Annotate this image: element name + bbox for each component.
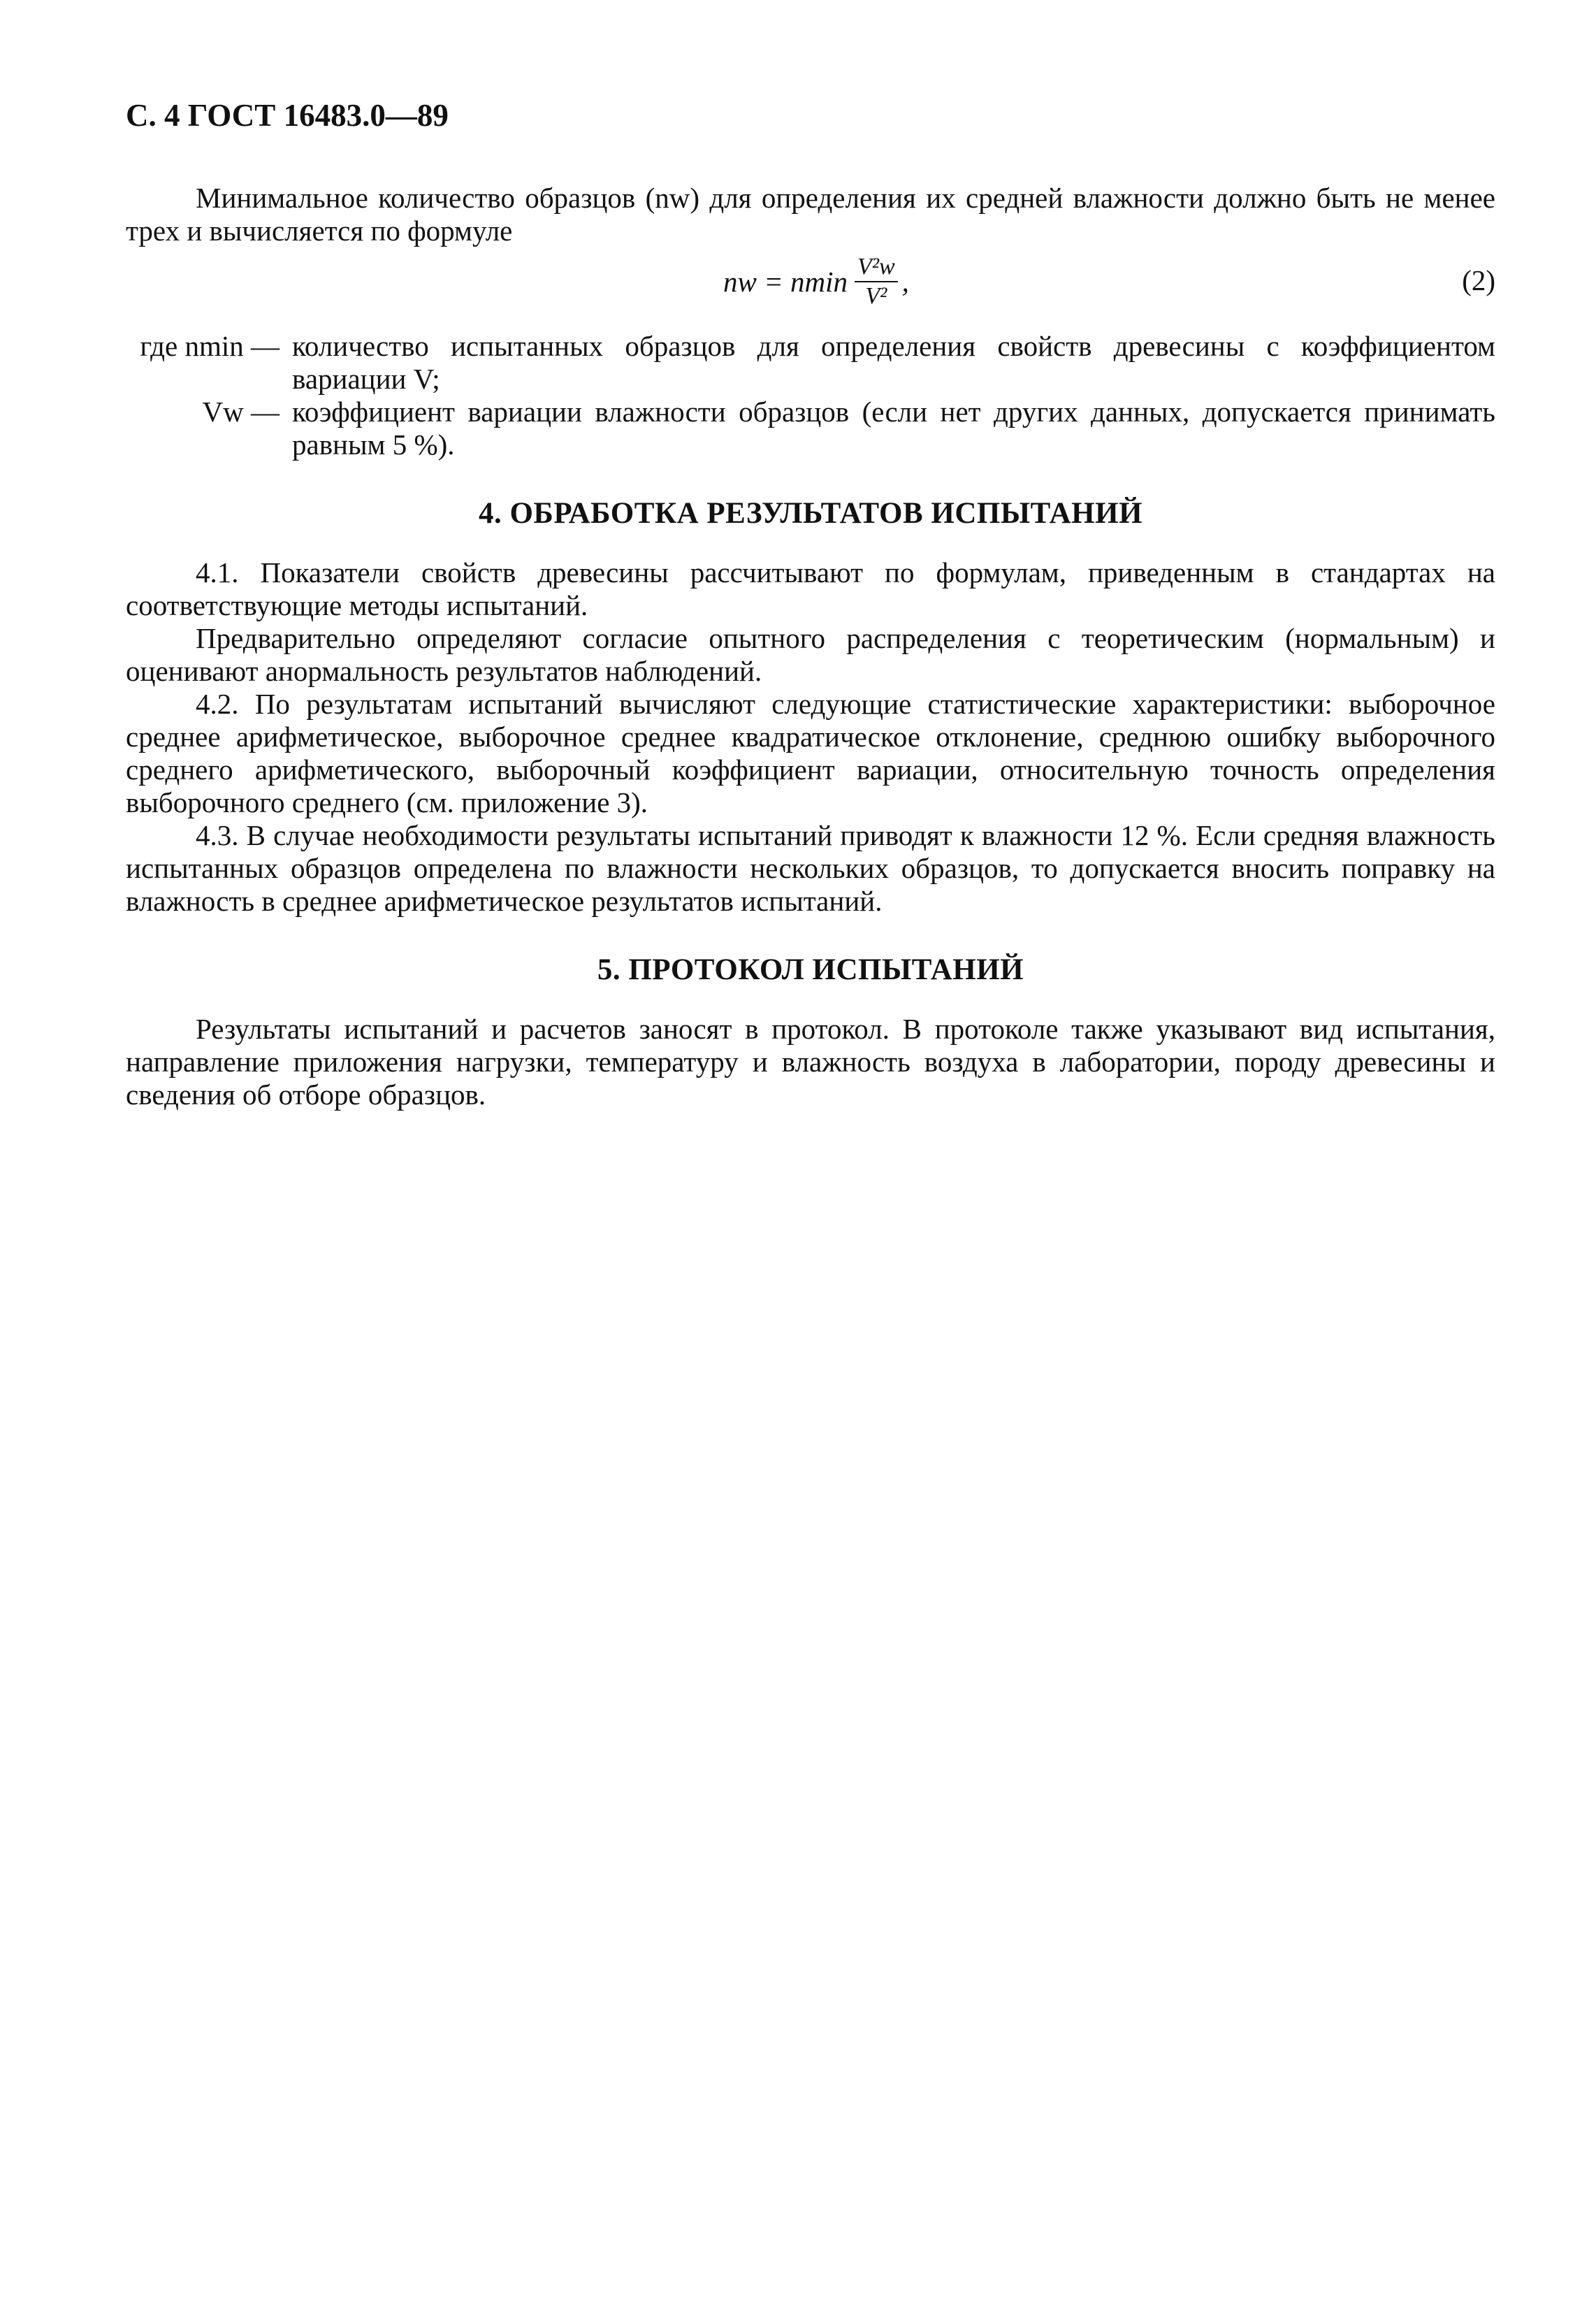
- formula-definitions: [126, 330, 1495, 461]
- definition-term-symbol: nmin —: [184, 330, 280, 362]
- definition-term-symbol: Vw —: [202, 396, 280, 428]
- definition-item: [126, 330, 1495, 396]
- document-page: [126, 98, 1495, 1111]
- formula-denominator: V²: [865, 283, 887, 309]
- formula-2: [126, 249, 1495, 326]
- section-4-title: 4. ОБРАБОТКА РЕЗУЛЬТАТОВ ИСПЫТАНИЙ: [478, 497, 1143, 530]
- section-5-title: 5. ПРОТОКОЛ ИСПЫТАНИЙ: [597, 953, 1024, 986]
- formula-lhs: nw = nmin: [723, 265, 848, 298]
- formula-expression: [723, 254, 909, 309]
- where-label: где: [140, 330, 178, 362]
- section-4-3: 4.3. В случае необходимости результаты испытаний приводят к влажности 12 %. Если средняя влажность испытанных образцов определена по влажности нескольких образцов, то допускается вносить поправку на влажность в среднее арифметическое результатов испытаний.: [126, 819, 1495, 917]
- formula-numerator: V²w: [855, 254, 898, 282]
- definition-term: [126, 396, 292, 461]
- section-4-1: 4.1. Показатели свойств древесины рассчитывают по формулам, приведенным в стандартах на соответствующие методы испытаний.: [126, 556, 1495, 621]
- section-5-text: Результаты испытаний и расчетов заносят в протокол. В протоколе также указывают вид испытания, направление приложения нагрузки, температуру и влажность воздуха в лаборатории, породу древесины и сведения об отборе образцов.: [126, 1013, 1495, 1111]
- section-4-1-note: Предварительно определяют согласие опытного распределения с теоретическим (нормальным) и оценивают анормальность результатов наблюдений.: [126, 622, 1495, 687]
- definition-text: коэффициент вариации влажности образцов (если нет других данных, допускается принимать равным 5 %).: [292, 396, 1495, 461]
- definition-text: количество испытанных образцов для определения свойств древесины с коэффициентом вариации V;: [292, 330, 1495, 395]
- formula-fraction: [855, 254, 898, 309]
- definition-item: [126, 396, 1495, 461]
- formula-number: (2): [1462, 264, 1495, 296]
- running-head: С. 4 ГОСТ 16483.0—89: [126, 98, 449, 133]
- definition-term: [126, 330, 292, 396]
- sample-count-intro: Минимальное количество образцов (nw) для определения их средней влажности должно быть не менее трех и вычисляется по формуле: [126, 182, 1495, 247]
- section-4-2: 4.2. По результатам испытаний вычисляют следующие статистические характеристики: выборочное среднее арифметическое, выборочное среднее квадратическое отклонение, среднюю ошибку выборочного среднего арифметического, выборочный коэффициент вариации, относительную точность определения выборочного среднего (см. приложение 3).: [126, 688, 1495, 818]
- formula-tail: ,: [901, 265, 909, 298]
